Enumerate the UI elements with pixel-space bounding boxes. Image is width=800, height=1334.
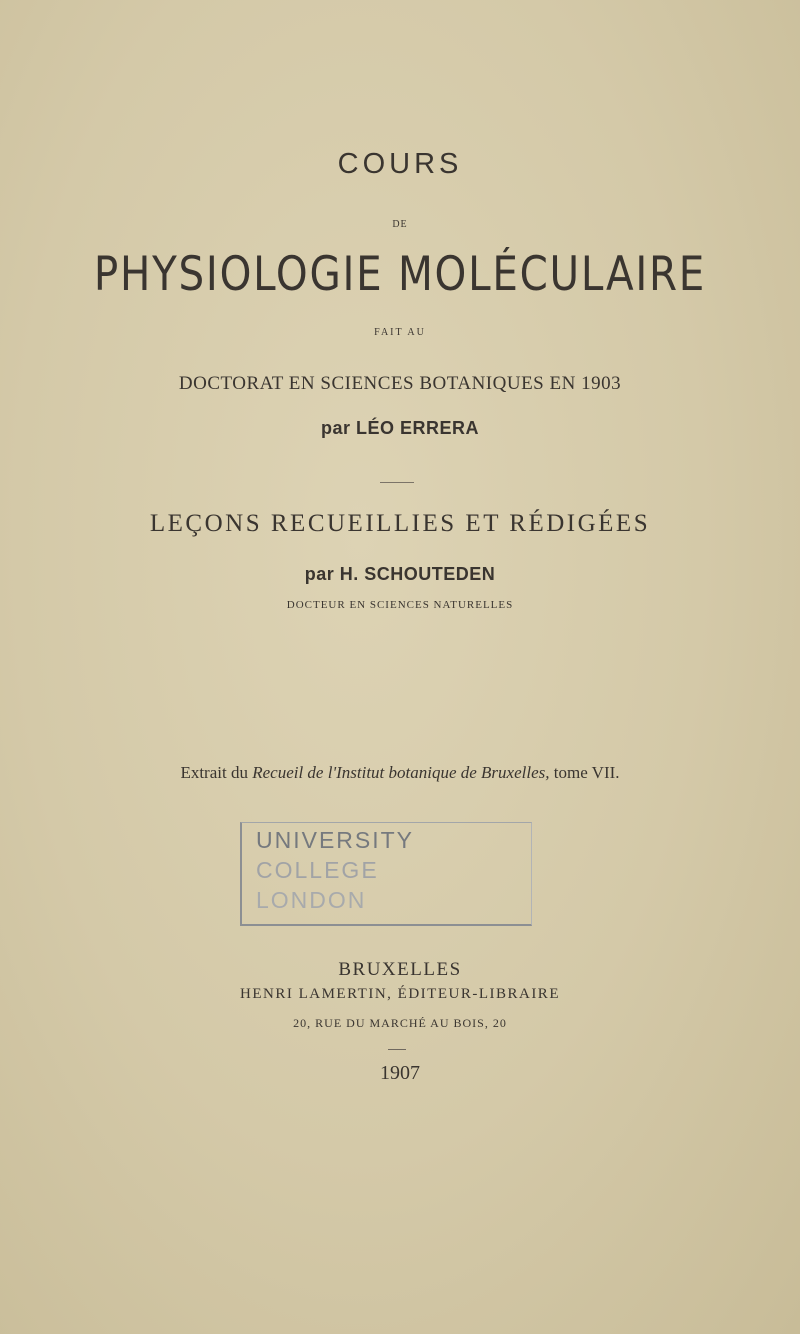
extrait-line xyxy=(0,763,800,783)
editor-line: par H. SCHOUTEDEN xyxy=(304,564,496,584)
cours-heading: COURS xyxy=(337,148,463,180)
separator-rule xyxy=(380,482,414,483)
imprint-rule xyxy=(388,1049,406,1050)
main-title: PHYSIOLOGIE MOLÉCULAIRE xyxy=(93,247,707,302)
lecons-heading: LEÇONS RECUEILLIES ET RÉDIGÉES xyxy=(149,510,651,537)
doctorat-line: DOCTORAT EN SCIENCES BOTANIQUES EN 1903 xyxy=(178,373,622,394)
editor-title: DOCTEUR EN SCIENCES NATURELLES xyxy=(286,599,514,611)
extrait-source: Recueil de l'Institut botanique de Bruxelles, xyxy=(252,763,550,782)
stamp-line-college: COLLEGE xyxy=(256,857,379,883)
stamp-line-university: UNIVERSITY xyxy=(256,827,415,853)
imprint-address: 20, RUE DU MARCHÉ AU BOIS, 20 xyxy=(293,1016,507,1030)
imprint-publisher: HENRI LAMERTIN, ÉDITEUR-LIBRAIRE xyxy=(240,986,560,1002)
author-line: par LÉO ERRERA xyxy=(320,418,480,438)
imprint-year: 1907 xyxy=(380,1062,420,1084)
extrait-suffix: tome VII. xyxy=(549,763,620,782)
library-stamp xyxy=(240,822,532,926)
imprint-city: BRUXELLES xyxy=(338,959,462,980)
de-label: DE xyxy=(392,219,408,230)
fait-au-label: FAIT AU xyxy=(374,327,426,338)
stamp-line-london: LONDON xyxy=(256,887,367,913)
extrait-prefix: Extrait du xyxy=(180,763,253,782)
